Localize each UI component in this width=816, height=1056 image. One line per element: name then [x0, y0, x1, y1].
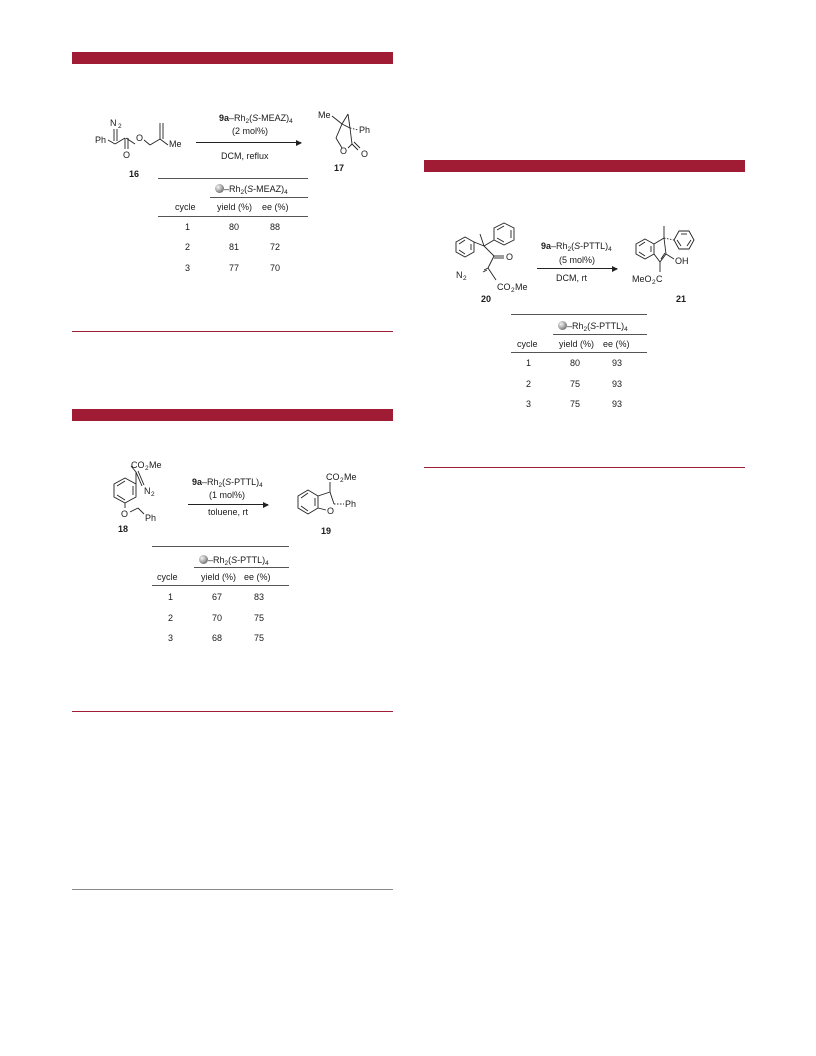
- svg-text:CO: CO: [131, 460, 145, 470]
- reagent-catalyst: $9a-Rh_2(S-PTTL)_4$: [541, 241, 612, 253]
- reagent-conditions: DCM, reflux: [221, 151, 269, 161]
- table-col-header: yield (%): [201, 572, 237, 582]
- table-top-rule: [511, 314, 647, 315]
- substrate-20-structure: [450, 220, 540, 298]
- svg-text:Ph: Ph: [359, 125, 371, 135]
- table-cell: 3: [526, 399, 532, 409]
- reagent-conditions: toluene, rt: [208, 507, 249, 517]
- substrate-16-structure: [92, 115, 192, 167]
- table-cell: 80: [229, 222, 240, 232]
- svg-text:O: O: [340, 146, 348, 156]
- table-cell: 93: [612, 379, 623, 389]
- compound-label: 19: [321, 526, 332, 536]
- table-cell: 1: [185, 222, 191, 232]
- scheme-footer-rule: [72, 331, 393, 332]
- table-cell: 70: [212, 613, 223, 623]
- svg-text:2: 2: [145, 465, 149, 472]
- table-col-header: ee (%): [262, 202, 289, 212]
- table-top-rule: [158, 178, 308, 179]
- table-mid-rule: [553, 334, 647, 335]
- svg-text:CO: CO: [326, 472, 340, 482]
- svg-text:MeO: MeO: [632, 274, 652, 284]
- table-cell: 75: [254, 633, 265, 643]
- compound-label: 18: [118, 524, 129, 534]
- table-col-header: yield (%): [217, 202, 253, 212]
- svg-text:Me: Me: [344, 472, 357, 482]
- reaction-arrow: [188, 504, 268, 505]
- svg-text:O: O: [506, 252, 514, 262]
- reagent-conditions: DCM, rt: [556, 273, 587, 283]
- svg-text:N: N: [144, 486, 151, 496]
- product-19-structure: [290, 470, 370, 525]
- table-catalyst-header: $-Rh_2(S-PTTL)_4$: [199, 555, 269, 565]
- svg-text:Ph: Ph: [345, 499, 357, 509]
- compound-label: 16: [129, 169, 140, 179]
- table-cell: 3: [185, 263, 191, 273]
- table-cell: 67: [212, 592, 223, 602]
- svg-text:CO: CO: [497, 282, 511, 292]
- svg-text:C: C: [656, 274, 663, 284]
- scheme-header-bar: [72, 409, 393, 421]
- scheme-footer-rule: [72, 711, 393, 712]
- table-cell: 93: [612, 399, 623, 409]
- table-cell: 80: [570, 358, 581, 368]
- table-cell: 1: [168, 592, 174, 602]
- table-cell: 93: [612, 358, 623, 368]
- table-col-header: cycle: [157, 572, 178, 582]
- table-cell: 81: [229, 242, 240, 252]
- table-cell: 77: [229, 263, 240, 273]
- svg-text:O: O: [327, 506, 335, 516]
- svg-text:N: N: [456, 270, 463, 280]
- table-catalyst-header: $-Rh_2(S-PTTL)_4$: [558, 321, 628, 331]
- reagent-loading: (1 mol%): [209, 490, 246, 500]
- table-cell: 2: [168, 613, 174, 623]
- table-cell: 2: [185, 242, 191, 252]
- table-header-rule: [158, 216, 308, 217]
- table-col-header: ee (%): [244, 572, 271, 582]
- reagent-catalyst: $9a-Rh_2(S-PTTL)_4$: [192, 477, 263, 489]
- table-header-rule: [511, 352, 647, 353]
- reaction-arrow: [196, 142, 301, 143]
- table-cell: 70: [270, 263, 281, 273]
- svg-text:O: O: [121, 509, 129, 519]
- svg-text:Me: Me: [515, 282, 528, 292]
- resin-bead-icon: [558, 321, 567, 330]
- table-col-header: ee (%): [603, 339, 630, 349]
- table-cell: 75: [570, 379, 581, 389]
- svg-text:O: O: [136, 133, 144, 143]
- svg-text:Me: Me: [318, 110, 331, 120]
- table-catalyst-header: $-Rh_2(S-MEAZ)_4$: [215, 184, 288, 194]
- svg-text:Ph: Ph: [95, 135, 107, 145]
- reaction-arrow: [537, 268, 617, 269]
- resin-bead-icon: [215, 184, 224, 193]
- atom-n2: N: [110, 118, 117, 128]
- table-mid-rule: [194, 567, 289, 568]
- compound-label: 20: [481, 294, 492, 304]
- svg-text:Me: Me: [169, 139, 182, 149]
- table-cell: 3: [168, 633, 174, 643]
- svg-text:2: 2: [511, 287, 515, 294]
- svg-text:2: 2: [463, 275, 467, 282]
- scheme-footer-rule: [424, 467, 745, 468]
- table-cell: 2: [526, 379, 532, 389]
- table-cell: 75: [254, 613, 265, 623]
- table-cell: 83: [254, 592, 265, 602]
- reagent-loading: (5 mol%): [559, 255, 596, 265]
- table-cell: 88: [270, 222, 281, 232]
- table-col-header: yield (%): [559, 339, 595, 349]
- svg-text:2: 2: [340, 477, 344, 484]
- table-col-header: cycle: [175, 202, 196, 212]
- table-mid-rule: [210, 197, 308, 198]
- table-col-header: cycle: [517, 339, 538, 349]
- compound-label: 17: [334, 163, 345, 173]
- table-cell: 72: [270, 242, 281, 252]
- svg-text:OH: OH: [675, 256, 689, 266]
- svg-text:2: 2: [652, 279, 656, 286]
- reagent-catalyst: $9a-Rh_2(S-MEAZ)_4$: [219, 113, 293, 125]
- reagent-loading: (2 mol%): [232, 126, 269, 136]
- svg-text:Ph: Ph: [145, 513, 157, 523]
- scheme-header-bar: [424, 160, 745, 172]
- compound-label: 21: [676, 294, 687, 304]
- svg-text:O: O: [123, 150, 131, 160]
- table-cell: 75: [570, 399, 581, 409]
- substrate-18-structure: [98, 460, 173, 522]
- svg-text:O: O: [361, 149, 369, 159]
- resin-bead-icon: [199, 555, 208, 564]
- svg-text:2: 2: [151, 491, 155, 498]
- page-rule: [72, 889, 393, 890]
- svg-text:Me: Me: [149, 460, 162, 470]
- table-top-rule: [152, 546, 289, 547]
- svg-text:2: 2: [118, 123, 122, 130]
- product-17-structure: [318, 108, 371, 160]
- product-21-structure: [630, 222, 720, 292]
- table-cell: 68: [212, 633, 223, 643]
- table-cell: 1: [526, 358, 532, 368]
- table-header-rule: [152, 585, 289, 586]
- scheme-header-bar: [72, 52, 393, 64]
